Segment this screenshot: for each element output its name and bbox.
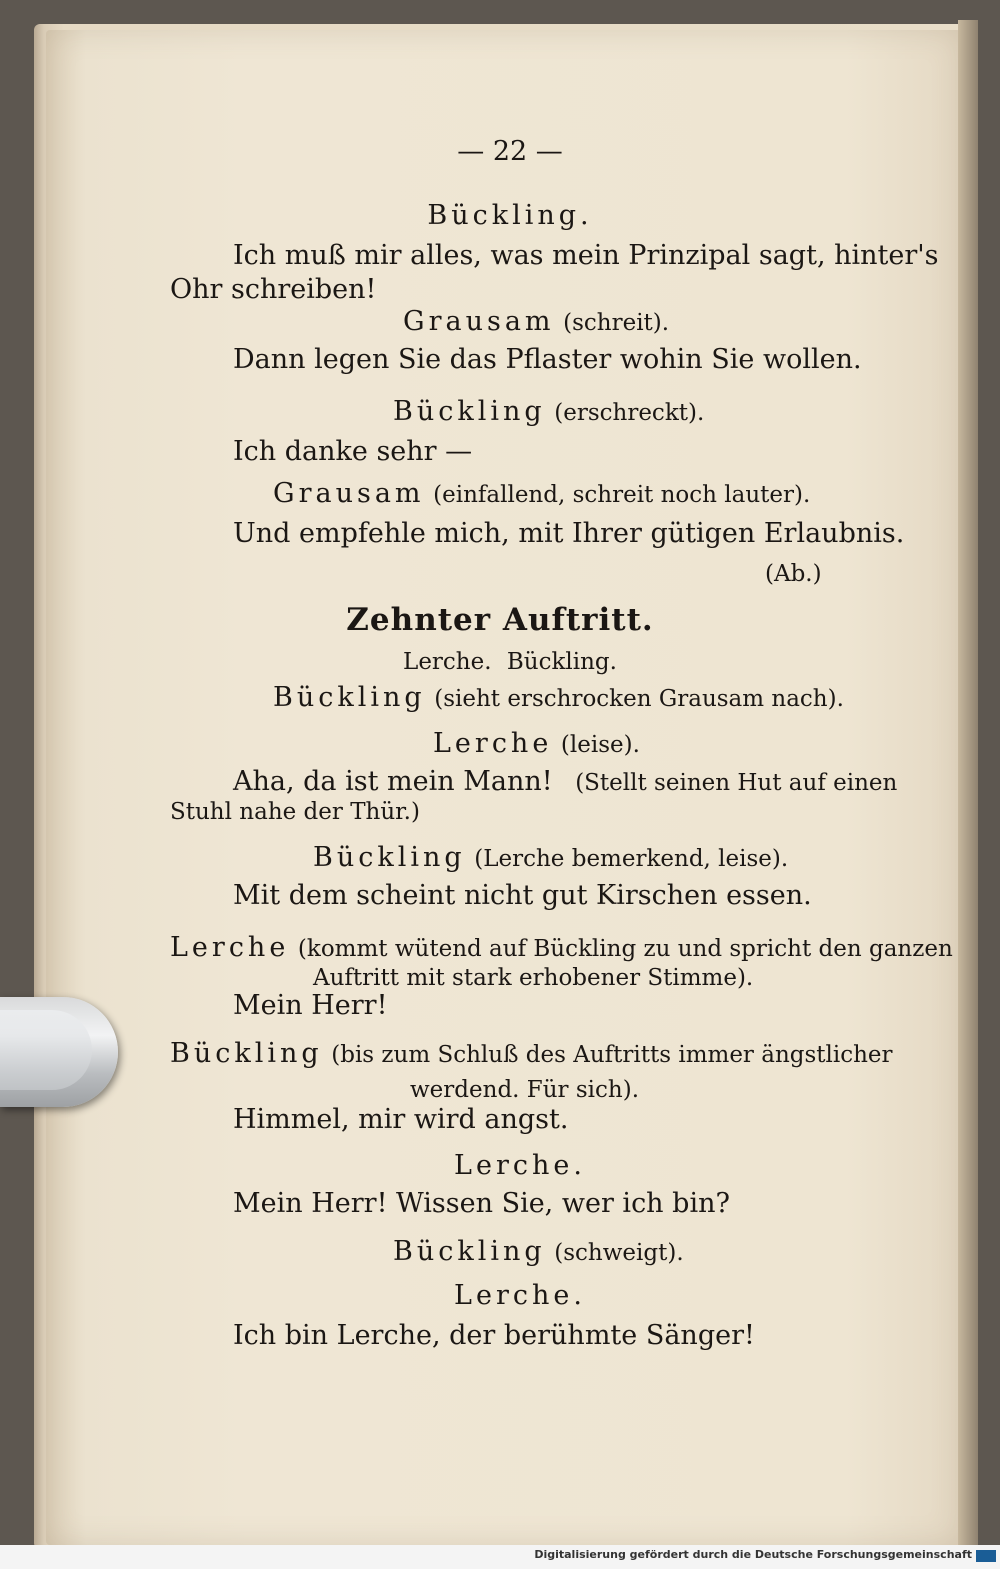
speaker-name: Bückling — [313, 842, 466, 873]
stage-direction: (Stellt seinen Hut auf einen — [575, 770, 898, 796]
dialogue-line: Ohr schreiben! — [170, 274, 377, 305]
dfg-logo-icon — [976, 1550, 996, 1562]
speaker-name: Grausam — [273, 478, 425, 509]
dialogue-line: Ich danke sehr — — [233, 436, 473, 467]
book-spine — [958, 20, 978, 1550]
stage-direction: (leise). — [560, 732, 640, 758]
stage-direction: Stuhl nahe der Thür.) — [170, 799, 420, 825]
stage-direction: (schweigt). — [554, 1240, 684, 1266]
dialogue-line: Aha, da ist mein Mann! — [233, 766, 553, 797]
scene-heading: Zehnter Auftritt. — [346, 602, 654, 638]
dialogue-line: Und empfehle mich, mit Ihrer gütigen Erlaubnis. — [233, 518, 905, 549]
stage-direction: (schreit). — [563, 310, 670, 336]
stage-direction: (bis zum Schluß des Auftritts immer ängstlicher — [331, 1042, 893, 1068]
dialogue-line: Dann legen Sie das Pflaster wohin Sie wollen. — [233, 344, 862, 375]
stage-direction: (einfallend, schreit noch lauter). — [433, 482, 811, 508]
digitization-footer: Digitalisierung gefördert durch die Deutsche Forschungsgemeinschaft — [534, 1548, 972, 1561]
dialogue-line: Ich muß mir alles, was mein Prinzipal sagt, hinter's — [233, 240, 939, 271]
stage-direction: (Lerche bemerkend, leise). — [474, 846, 789, 872]
speaker-name: Lerche — [170, 932, 290, 963]
dialogue-line: Ich bin Lerche, der berühmte Sänger! — [233, 1320, 755, 1351]
speaker-name: Bückling. — [427, 200, 593, 231]
speaker-name: Bückling — [273, 682, 426, 713]
character-list: Lerche. Bückling. — [403, 649, 617, 675]
speaker-name: Lerche. — [454, 1150, 586, 1181]
page-number: — 22 — — [457, 136, 563, 167]
stage-direction: Auftritt mit stark erhobener Stimme). — [313, 965, 754, 991]
stage-direction: (kommt wütend auf Bückling zu und spricht den ganzen — [297, 936, 953, 962]
speaker-name: Bückling — [170, 1038, 323, 1069]
speaker-name: Grausam — [403, 306, 555, 337]
speaker-name: Bückling — [393, 396, 546, 427]
stage-direction: (sieht erschrocken Grausam nach). — [434, 686, 844, 712]
stage-direction: werdend. Für sich). — [410, 1077, 640, 1103]
dialogue-line: Mit dem scheint nicht gut Kirschen essen. — [233, 880, 812, 911]
dialogue-line: Mein Herr! Wissen Sie, wer ich bin? — [233, 1188, 730, 1219]
bookmark-tab-highlight — [0, 1010, 92, 1090]
speaker-name: Lerche. — [454, 1280, 586, 1311]
speaker-name: Bückling — [393, 1236, 546, 1267]
stage-direction: (erschreckt). — [554, 400, 705, 426]
dialogue-line: Himmel, mir wird angst. — [233, 1104, 569, 1135]
dialogue-line: Mein Herr! — [233, 990, 388, 1021]
speaker-name: Lerche — [433, 728, 553, 759]
exit-direction: (Ab.) — [765, 561, 822, 587]
